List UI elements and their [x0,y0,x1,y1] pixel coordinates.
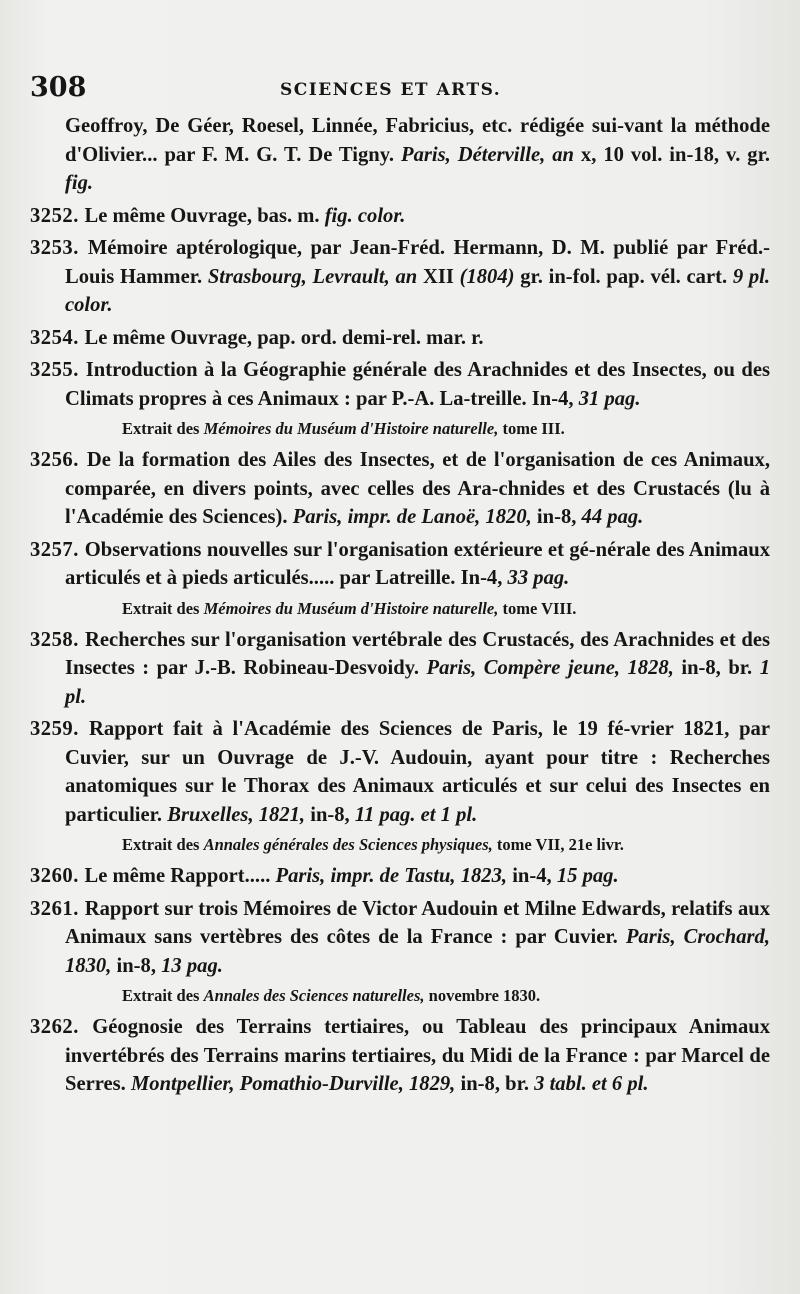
entry-text: Rapport fait à l'Académie des Sciences de Paris, le 19 fé-vrier 1821, par Cuvier, sur un Ouvrage de J.-V. Audouin, ayant pour titre : Recherches anatomiques sur le Thorax des Animaux articulés et sur celui des Insectes en particulier. [65,718,770,826]
entry-note [30,984,770,1007]
entry-text-italic: 9 pl. color. [65,265,770,316]
entry-text-italic: Paris, impr. de Lanoë, 1820, [292,506,532,528]
entry-text: Rapport sur trois Mémoires de Victor Audouin et Milne Edwards, relatifs aux Animaux sans vertèbres des côtes de la France : par Cuvier. [65,897,770,948]
entry-text: Mémoire aptérologique, par Jean-Fréd. Hermann, D. M. publié par Fréd.-Louis Hammer. [65,237,770,288]
catalogue-entry [30,1013,770,1099]
entry-text: in-8, br. [673,657,760,679]
note-text-italic: Mémoires du Muséum d'Histoire naturelle, [203,419,499,438]
entry-text: in-8, [305,803,355,826]
note-text: Extrait des [122,835,204,854]
entry-text: x, 10 vol. in-18, v. gr. [573,143,770,166]
entry-text: Le même Ouvrage, bas. m. [84,204,325,227]
entry-text-italic: 3 tabl. et 6 pl. [534,1073,649,1095]
entry-note [30,417,770,440]
catalogue-entry [30,112,770,198]
entry-text-italic: 31 pag. [578,387,641,410]
entry-text: Géognosie des Terrains tertiaires, ou Tableau des principaux Animaux invertébrés des Terrains marins tertiaires, du Midi de la France : par Marcel de Serres. [65,1016,770,1095]
entry-number: 3258. [30,628,86,651]
entry-text: XII [417,265,460,288]
entry-note [30,597,770,620]
catalogue-entries [30,112,770,1103]
catalogue-entry [30,715,770,829]
entry-note [30,833,770,856]
entry-text-italic: fig. color. [324,204,406,227]
entry-text-italic: Montpellier, Pomathio-Durville, 1829, [130,1073,456,1095]
entry-number: 3260. [30,865,85,887]
page-number: 308 [30,72,87,103]
entry-text: Observations nouvelles sur l'organisation extérieure et gé-nérale des Animaux articulés et à pieds articulés..... par Latreille. In-4, [65,538,771,589]
catalogue-entry [30,324,770,353]
entry-text: gr. in-fol. pap. vél. cart. [514,265,733,288]
catalogue-entry [30,356,770,413]
entry-text: in-4, [507,865,557,887]
entry-number: 3261. [30,897,85,920]
note-text: Extrait des [122,986,204,1005]
catalogue-entry [30,536,770,593]
catalogue-entry [30,626,770,712]
entry-text: Le même Ouvrage, pap. ord. demi-rel. mar. r. [84,326,484,349]
entry-text-italic: Paris, Crochard, 1830, [65,926,770,977]
entry-text: in-8, [531,506,582,528]
entry-text-italic: Strasbourg, Levrault, an [207,265,418,288]
entry-text-italic: Paris, impr. de Tastu, 1823, [275,865,508,887]
note-text: Extrait des [122,419,204,438]
entry-number: 3259. [30,718,90,740]
entry-text-italic: 13 pag. [161,954,223,977]
note-text: tome VIII. [498,598,577,618]
entry-text-italic: 33 pag. [507,567,570,589]
catalogue-entry [30,202,770,231]
entry-text-italic: 44 pag. [581,506,644,528]
entry-text-italic: 11 pag. et 1 pl. [354,803,478,826]
entry-text: De la formation des Ailes des Insectes, et de l'organisation de ces Animaux, comparée, en divers points, avec celles des Ara-chnides et des Crustacés (lu à l'Académie des Sciences). [65,449,771,528]
note-text-italic: Annales des Sciences naturelles, [203,986,425,1005]
entry-text-italic: fig. [65,172,94,194]
entry-text-italic: Paris, Déterville, an [401,143,574,166]
entry-text: Le même Rapport..... [84,865,276,887]
note-text: tome III. [498,419,565,438]
catalogue-entry [30,895,770,981]
note-text: novembre 1830. [424,986,541,1005]
entry-number: 3253. [30,237,88,259]
entry-text: Geoffroy, De Géer, Roesel, Linnée, Fabricius, etc. rédigée sui-vant la méthode d'Olivier... par F. M. G. T. De Tigny. [65,115,770,166]
entry-text: Recherches sur l'organisation vertébrale des Crustacés, des Arachnides et des Insectes : par J.-B. Robineau-Desvoidy. [65,628,771,679]
entry-text: in-8, [111,954,162,977]
entry-text: Introduction à la Géographie générale des Arachnides et des Insectes, ou des Climats propres à ces Animaux : par P.-A. La-treille. In-4, [65,359,770,410]
note-text-italic: Annales générales des Sciences physiques, [203,835,493,854]
entry-text: in-8, br. [455,1073,535,1095]
note-text: Extrait des [122,598,204,618]
entry-text-italic: Bruxelles, 1821, [167,803,306,826]
entry-text-italic: 15 pag. [556,865,619,887]
entry-text-italic: 1 pl. [65,657,770,708]
entry-number: 3254. [30,326,85,349]
catalogue-entry [30,862,770,891]
running-head: SCIENCES ET ARTS. [280,80,502,100]
entry-number: 3257. [30,538,85,561]
entry-text-italic: Paris, Compère jeune, 1828, [426,657,674,679]
page-header [30,72,770,106]
entry-number: 3252. [30,204,85,227]
note-text-italic: Mémoires du Muséum d'Histoire naturelle, [203,598,499,618]
entry-text-italic: (1804) [459,265,515,288]
entry-number: 3255. [30,359,86,381]
catalogue-entry [30,446,770,532]
entry-number: 3262. [30,1016,93,1038]
note-text: tome VII, 21e livr. [492,835,624,854]
entry-number: 3256. [30,449,87,471]
catalogue-entry [30,234,770,320]
